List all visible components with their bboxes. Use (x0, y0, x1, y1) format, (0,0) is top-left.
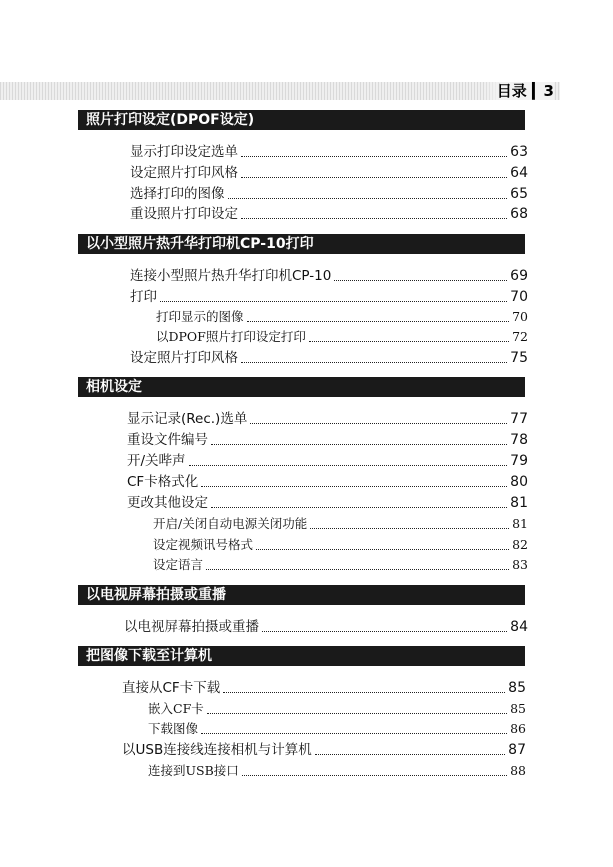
toc-entry-label: 设定视频讯号格式 (153, 537, 254, 552)
toc-entry-page: 70 (512, 309, 528, 324)
toc-entry-label: 更改其他设定 (127, 495, 208, 511)
dot-leader (201, 486, 507, 487)
toc-entry[interactable] (127, 409, 528, 429)
dot-leader (256, 549, 509, 550)
toc-entry-page: 85 (508, 680, 526, 696)
toc-entry-label: 连接到USB接口 (148, 763, 239, 778)
dot-leader (211, 507, 507, 508)
toc-entry-label: 以电视屏幕拍摄或重播 (124, 619, 259, 635)
page-header-band (0, 82, 560, 100)
toc-entry-label: 显示打印设定选单 (130, 144, 238, 160)
dot-leader (262, 631, 507, 632)
toc-entry-page: 69 (510, 268, 528, 284)
toc-entry-page: 77 (510, 411, 528, 427)
toc-entry-page: 72 (512, 329, 528, 344)
toc-entry[interactable] (127, 430, 528, 450)
section-title: 以小型照片热升华打印机CP-10打印 (78, 234, 525, 254)
toc-entry-page: 84 (510, 619, 528, 635)
section-title: 把图像下载至计算机 (78, 646, 525, 666)
toc-entry-label: 选择打印的图像 (130, 186, 225, 202)
toc-entry[interactable] (122, 678, 526, 698)
toc-entry-page: 80 (510, 474, 528, 490)
toc-entry-label: 打印显示的图像 (156, 309, 244, 324)
dot-leader (206, 569, 509, 570)
dot-leader (242, 775, 507, 776)
toc-entry[interactable] (124, 617, 528, 637)
toc-entry-page: 88 (510, 763, 526, 778)
dot-leader (201, 733, 507, 734)
toc-entry-label: 直接从CF卡下载 (122, 680, 221, 696)
toc-entry-label: 嵌入CF卡 (148, 701, 204, 716)
toc-entry[interactable] (127, 493, 528, 513)
toc-entry-page: 86 (510, 721, 526, 736)
toc-subentry[interactable] (153, 514, 528, 534)
toc-entry-label: 重设文件编号 (127, 432, 208, 448)
toc-entry[interactable] (127, 472, 528, 492)
page-header-label: 目录 ▎3 (483, 82, 554, 100)
toc-subentry[interactable] (153, 555, 528, 575)
toc-subentry[interactable] (148, 719, 526, 739)
toc-entry-page: 68 (510, 206, 528, 222)
toc-entry-label: 设定照片打印风格 (130, 350, 238, 366)
section-title: 照片打印设定(DPOF设定) (78, 110, 525, 130)
dot-leader (228, 198, 508, 199)
dot-leader (241, 177, 507, 178)
toc-entry-page: 64 (510, 165, 528, 181)
toc-entry-label: 开启/关闭自动电源关闭功能 (153, 516, 308, 531)
toc-entry-page: 79 (510, 453, 528, 469)
toc-entry-label: 打印 (130, 289, 157, 305)
toc-entry[interactable] (130, 348, 528, 368)
dot-leader (223, 692, 505, 693)
dot-leader (241, 362, 507, 363)
section-title: 以电视屏幕拍摄或重播 (78, 585, 525, 605)
toc-entry-page: 70 (510, 289, 528, 305)
dot-leader (211, 444, 507, 445)
toc-subentry[interactable] (148, 699, 526, 719)
toc-subentry[interactable] (156, 327, 528, 347)
toc-entry-page: 83 (512, 557, 528, 572)
toc-entry-label: 设定照片打印风格 (130, 165, 238, 181)
toc-entry-label: 以DPOF照片打印设定打印 (156, 329, 306, 344)
toc-entry[interactable] (130, 204, 528, 224)
dot-leader (160, 301, 507, 302)
toc-entry-page: 81 (512, 516, 528, 531)
toc-subentry[interactable] (153, 535, 528, 555)
toc-entry-label: 下载图像 (148, 721, 199, 736)
toc-entry-page: 81 (510, 495, 528, 511)
toc-entry[interactable] (130, 287, 528, 307)
toc-entry-page: 78 (510, 432, 528, 448)
dot-leader (334, 280, 507, 281)
dot-leader (310, 528, 509, 529)
toc-entry-page: 87 (508, 742, 526, 758)
toc-entry-page: 65 (510, 186, 528, 202)
toc-entry-page: 63 (510, 144, 528, 160)
dot-leader (309, 341, 509, 342)
toc-entry-page: 75 (510, 350, 528, 366)
toc-entry[interactable] (122, 740, 526, 760)
toc-entry-label: 以USB连接线连接相机与计算机 (122, 742, 312, 758)
dot-leader (250, 423, 507, 424)
dot-leader (241, 218, 507, 219)
dot-leader (241, 156, 507, 157)
toc-subentry[interactable] (148, 761, 526, 781)
toc-entry[interactable] (130, 142, 528, 162)
toc-entry-label: CF卡格式化 (127, 474, 199, 490)
section-title: 相机设定 (78, 377, 525, 397)
toc-entry[interactable] (130, 266, 528, 286)
dot-leader (207, 713, 507, 714)
toc-entry-page: 85 (510, 701, 526, 716)
toc-entry-page: 82 (512, 537, 528, 552)
dot-leader (315, 754, 505, 755)
toc-entry-label: 开/关哔声 (127, 453, 186, 469)
toc-subentry[interactable] (156, 307, 528, 327)
dot-leader (247, 321, 510, 322)
dot-leader (189, 465, 508, 466)
toc-entry-label: 设定语言 (153, 557, 204, 572)
toc-entry[interactable] (130, 184, 528, 204)
toc-entry[interactable] (130, 163, 528, 183)
toc-entry[interactable] (127, 451, 528, 471)
toc-entry-label: 连接小型照片热升华打印机CP-10 (130, 268, 332, 284)
toc-entry-label: 显示记录(Rec.)选单 (127, 411, 248, 427)
toc-entry-label: 重设照片打印设定 (130, 206, 238, 222)
